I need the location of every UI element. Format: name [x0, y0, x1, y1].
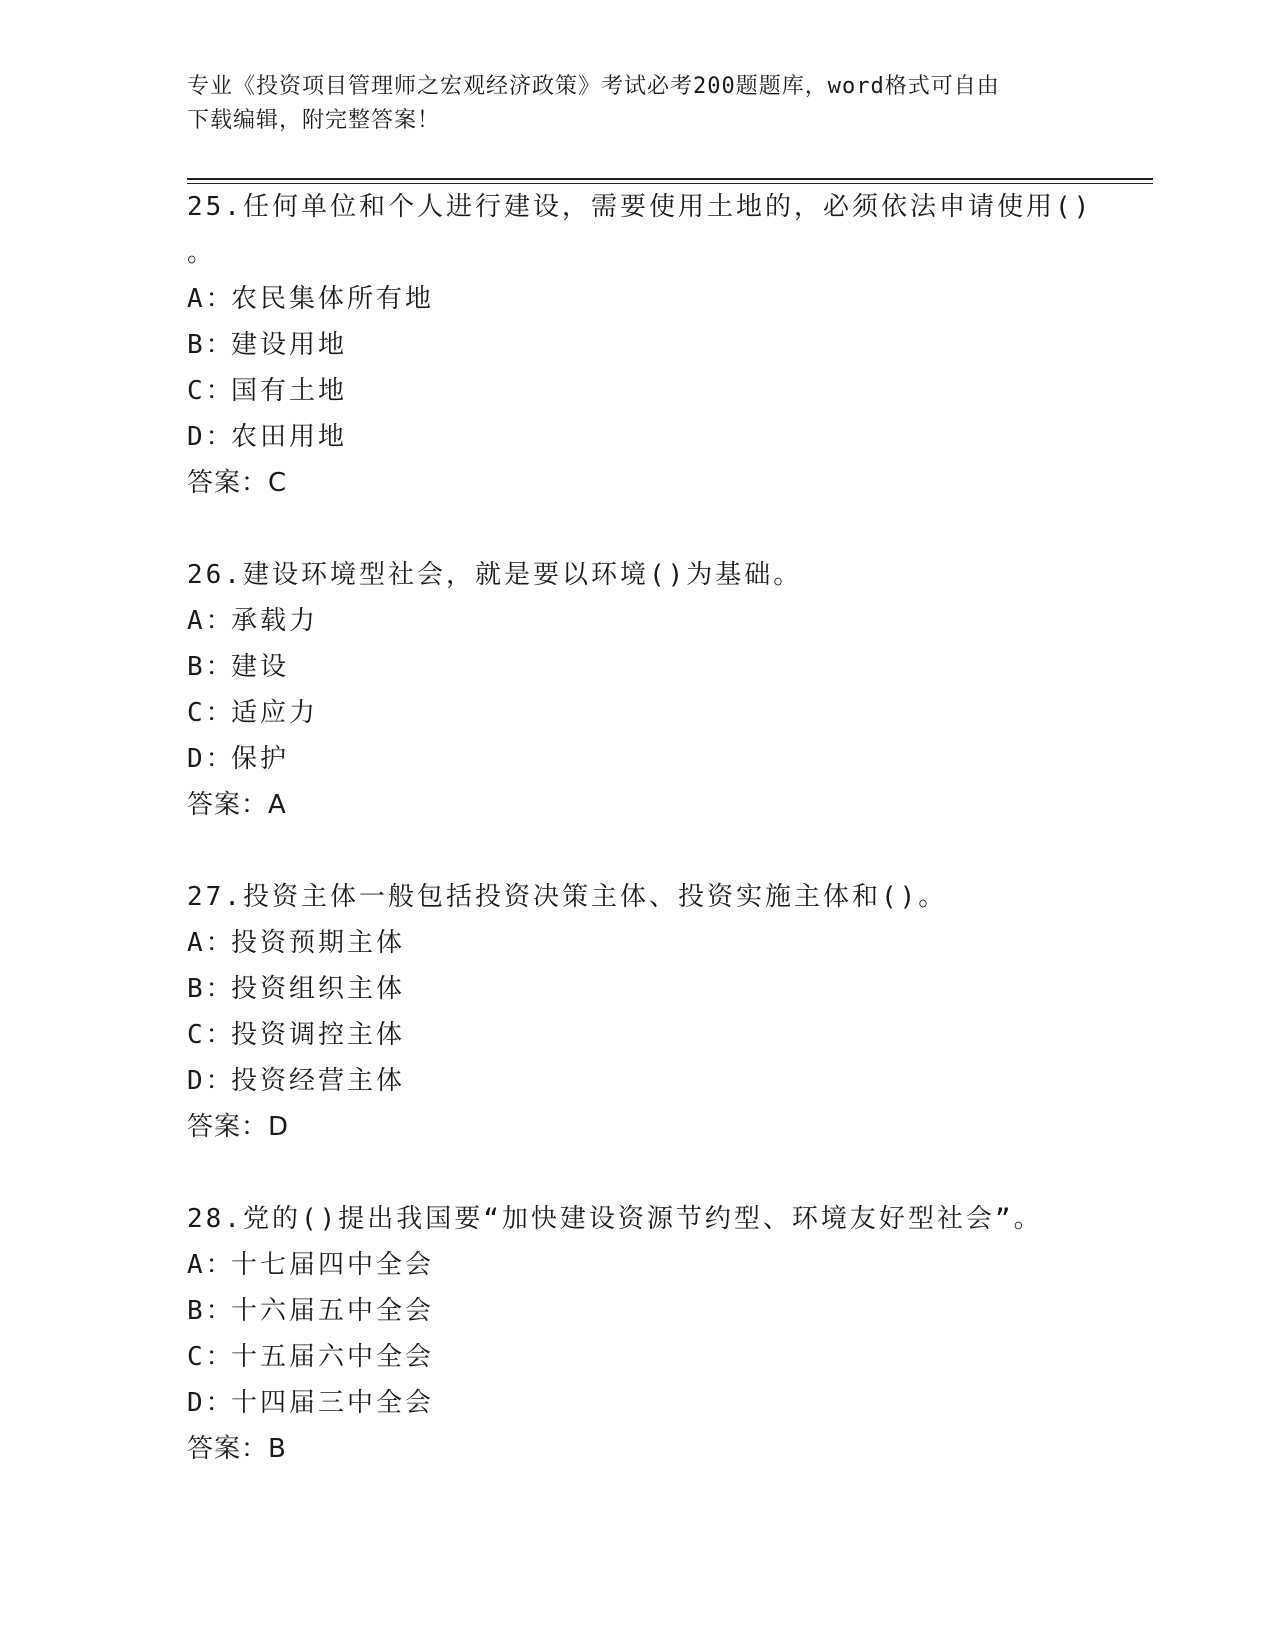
- question-stem: 28.党的()提出我国要“加快建设资源节约型、环境友好型社会”。: [187, 1204, 1043, 1234]
- option-c: [187, 690, 1087, 736]
- question-28: [187, 1196, 1087, 1472]
- option-text: 十七届四中全会: [231, 1250, 435, 1280]
- option-c: [187, 1334, 1087, 1380]
- option-d: [187, 414, 1087, 460]
- option-key: A：: [187, 606, 235, 636]
- option-text: 保护: [231, 744, 290, 774]
- header-divider-thick: [187, 178, 1153, 180]
- option-d: [187, 1058, 1087, 1104]
- option-c: [187, 1012, 1087, 1058]
- option-text: 国有土地: [231, 376, 348, 406]
- option-b: [187, 1288, 1087, 1334]
- answer-line: 答案：D: [187, 1112, 290, 1142]
- option-text: 投资经营主体: [231, 1066, 406, 1096]
- question-27: [187, 874, 1087, 1150]
- option-key: B：: [187, 1296, 235, 1326]
- option-key: C：: [187, 698, 235, 728]
- answer-line: 答案：B: [187, 1434, 287, 1464]
- option-key: D：: [187, 1066, 235, 1096]
- option-key: A：: [187, 928, 235, 958]
- option-text: 投资组织主体: [231, 974, 406, 1004]
- option-key: D：: [187, 1388, 235, 1418]
- option-text: 十五届六中全会: [231, 1342, 435, 1372]
- option-a: [187, 920, 1087, 966]
- option-text: 十六届五中全会: [231, 1296, 435, 1326]
- option-b: [187, 966, 1087, 1012]
- option-c: [187, 368, 1087, 414]
- option-key: D：: [187, 744, 235, 774]
- header-line-2: 下载编辑，附完整答案！: [187, 108, 441, 133]
- question-25: [187, 184, 1093, 506]
- option-key: C：: [187, 1020, 235, 1050]
- option-key: B：: [187, 652, 235, 682]
- question-stem: 26.建设环境型社会，就是要以环境()为基础。: [187, 560, 803, 590]
- option-key: A：: [187, 284, 235, 314]
- header-line-1: 专业《投资项目管理师之宏观经济政策》考试必考200题题库，word格式可自由: [187, 74, 1000, 99]
- option-d: [187, 1380, 1087, 1426]
- option-text: 适应力: [231, 698, 319, 728]
- option-text: 投资预期主体: [231, 928, 406, 958]
- option-text: 农田用地: [231, 422, 348, 452]
- question-stem: 27.投资主体一般包括投资决策主体、投资实施主体和()。: [187, 882, 948, 912]
- option-text: 承载力: [231, 606, 319, 636]
- option-b: [187, 644, 1087, 690]
- option-a: [187, 1242, 1087, 1288]
- option-text: 建设: [231, 652, 290, 682]
- question-stem-continued: 。: [187, 238, 217, 268]
- option-text: 十四届三中全会: [231, 1388, 435, 1418]
- option-b: [187, 322, 1087, 368]
- document-header: [187, 70, 1067, 138]
- option-d: [187, 736, 1087, 782]
- question-26: [187, 552, 1087, 828]
- answer-line: 答案：A: [187, 790, 287, 820]
- option-a: [187, 276, 1087, 322]
- option-key: B：: [187, 330, 235, 360]
- answer-line: 答案：C: [187, 468, 288, 498]
- question-stem: 25.任何单位和个人进行建设，需要使用土地的，必须依法申请使用(): [187, 192, 1093, 222]
- option-text: 投资调控主体: [231, 1020, 406, 1050]
- option-text: 农民集体所有地: [231, 284, 435, 314]
- option-key: A：: [187, 1250, 235, 1280]
- option-key: D：: [187, 422, 235, 452]
- option-key: C：: [187, 1342, 235, 1372]
- option-key: B：: [187, 974, 235, 1004]
- option-key: C：: [187, 376, 235, 406]
- option-a: [187, 598, 1087, 644]
- option-text: 建设用地: [231, 330, 348, 360]
